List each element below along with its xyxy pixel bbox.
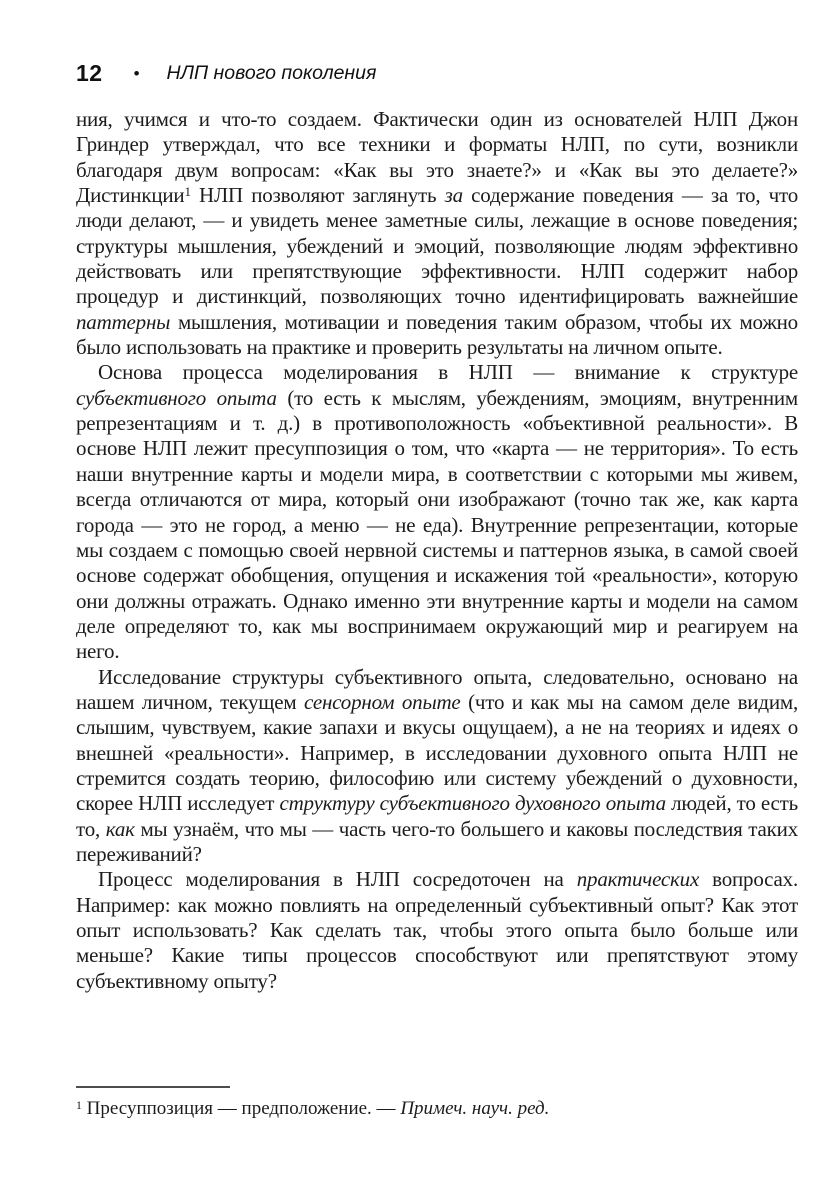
paragraph-2: Основа процесса моделирования в НЛП — внимание к структуре субъективного опыта (то есть к мыслям, убеждениям, эмоциям, внутренним репрезентациям и т. д.) в противоположность «объективной реальности». В основе НЛП лежит пресуппозиция о том, что «карта — не территория». То есть наши внутренние карты и модели мира, в соответствии с которыми мы живем, всегда отличаются от мира, который они изображают (точно так же, как карта города — это не город, а меню — не еда). Внутренние репрезентации, которые мы создаем с помощью своей нервной системы и паттернов языка, в самой своей основе содержат обобщения, опущения и искажения той «реальности», которую они должны отражать. Однако именно эти внутренние карты и модели на самом деле определяют то, как мы воспринимаем окружающий мир и реагируем на него. <box>76 360 798 664</box>
footnote-separator <box>76 1086 230 1088</box>
footnote-marker: 1 <box>76 1098 82 1112</box>
body-text <box>76 107 798 994</box>
footnote-body: Пресуппозиция — предположение. — Примеч. науч. ред. <box>81 1098 550 1119</box>
running-title: НЛП нового поколения <box>166 62 377 84</box>
paragraph-3: Исследование структуры субъективного опыта, следовательно, основано на нашем личном, текущем сенсорном опыте (что и как мы на самом деле видим, слышим, чувствуем, какие запахи и вкусы ощущаем), а не на теориях и идеях о внешней «реальности». Например, в исследовании духовного опыта НЛП не стремится создать теорию, философию или систему убеждений о духовности, скорее НЛП исследует структуру субъективного духовного опыта людей, то есть то, как мы узнаём, что мы — часть чего-то большего и каковы последствия таких переживаний? <box>76 664 798 866</box>
bullet-separator-icon: • <box>133 63 140 83</box>
paragraph-1: ния, учимся и что-то создаем. Фактически один из основателей НЛП Джон Гриндер утверждал, что все техники и форматы НЛП, по сути, возникли благодаря двум вопросам: «Как вы это знаете?» и «Как вы это делаете?» Дистинкции$^1$ НЛП позволяют заглянуть за содержание поведения — за то, что люди делают, — и увидеть менее заметные силы, лежащие в основе поведения; структуры мышления, убеждений и эмоций, позволяющие людям эффективно действовать или препятствующие эффективности. НЛП содержит набор процедур и дистинкций, позволяющих точно идентифицировать важнейшие паттерны мышления, мотивации и поведения таким образом, чтобы их можно было использовать на практике и проверить результаты на личном опыте. <box>76 107 798 360</box>
page-number: 12 <box>76 60 103 86</box>
paragraph-4: Процесс моделирования в НЛП сосредоточен на практических вопросах. Например: как можно повлиять на определенный субъективный опыт? Как этот опыт использовать? Как сделать так, чтобы этого опыта было больше или меньше? Какие типы процессов способствуют или препятствуют этому субъективному опыту? <box>76 867 799 993</box>
running-header <box>76 60 376 87</box>
footnote-block <box>76 1086 798 1121</box>
footnote-text <box>76 1097 798 1121</box>
